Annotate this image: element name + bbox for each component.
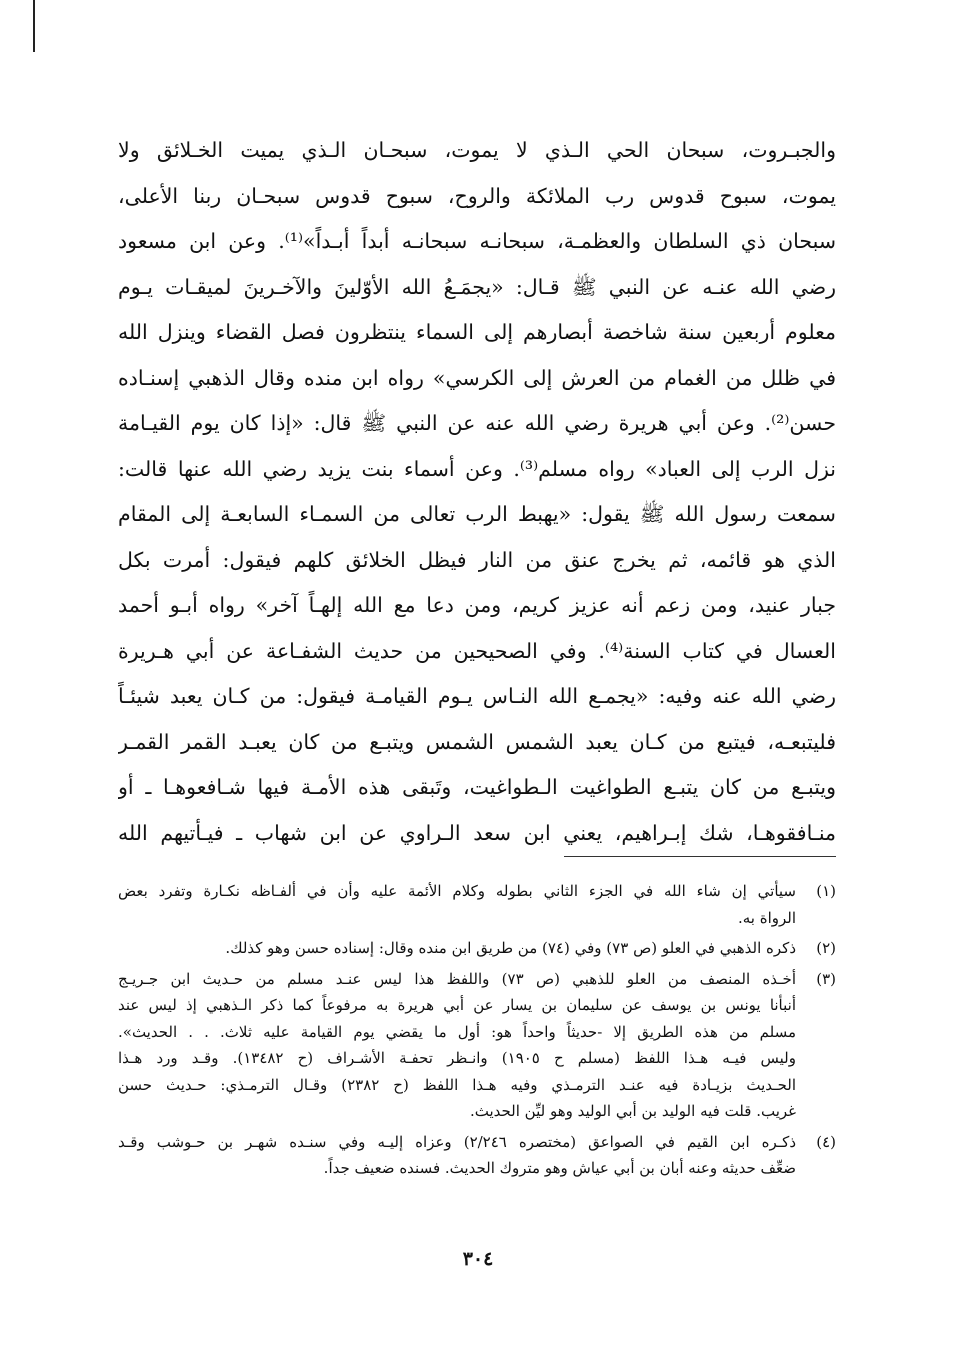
footnote-line: أنبأنا يونس بن يوسف عن سليمان بن يسار عن أبي هريرة به مرفوعاً كما ذكر الـذهبي إذ ليس عند bbox=[118, 996, 796, 1014]
footnote-4 bbox=[118, 1129, 836, 1182]
footnote-number: (٤) bbox=[816, 1132, 836, 1151]
page-number: ٣٠٤ bbox=[462, 1248, 494, 1270]
text-line: فليتبعـه، فيتبع من كـان يعبد الشمس الشمس ويتبـع من كان يعبـد القمر القمـر bbox=[118, 729, 836, 754]
footnote-number: (٢) bbox=[816, 939, 836, 957]
text-line: والجبـروت، سبحان الحي الـذي لا يموت، سبحـان الـذي يميت الخـلائق ولا bbox=[118, 138, 836, 162]
text-line: جبار عنيد، ومن زعم أنه عزيز كريم، ومن دعا مع الله إلهـاً آخر» رواه أبـو أحمد bbox=[118, 593, 836, 617]
text-line: ويتبـع من كان يتبـع الطواغيت الـطواغيت، وتَبقى هذه الأمـة فيها شـافعوهـا ـ أو bbox=[118, 775, 836, 799]
text-line: رضي الله عنـه عن النبي ﷺ قـال: «يجمَـعُ الله الأوّلينَ والآخـرينَ لميقـات يـوم bbox=[118, 274, 836, 299]
text-line: حسن⁽²⁾. وعن أبي هريرة رضي الله عنه عن النبي ﷺ قال: «إذا كان يوم القيـامة bbox=[118, 411, 836, 435]
footnote-line: الحـديث بزيـادة فيه عنـد الترمـذي وفيه هـذا اللفظ (ح ٢٣٨٢) وقـال الترمـذي: حـديث حسن bbox=[118, 1075, 796, 1094]
footnote-line: مسلم من هذه الطريق إلا -حديثاً واحداً هو: أول ما يقضي يوم القيامة عليه ثلاث. . . الحديث». bbox=[118, 1022, 796, 1041]
footnote-number: (٣) bbox=[816, 969, 836, 988]
text-line: سمعت رسول الله ﷺ يقول: «يهبط الرب تعالى من السمـاء السابعـة إلى المقام bbox=[118, 502, 836, 526]
footnote-line: أخـذه المنصف من العلو للذهبي (ص ٧٣) واللفظ هذا ليس عنـد مسلم من حـديث ابن جـريـج bbox=[118, 969, 796, 988]
footnote-3 bbox=[118, 966, 836, 1125]
footnote-line: الرواة به. bbox=[737, 908, 796, 927]
text-line: الذي هو قائمه، ثم يخرج عنق من النار فيظل الخلائق كلهم فيقول: أمرت بكل bbox=[118, 547, 836, 572]
text-line: يموت، سبوح قدوس رب الملائكة والروح، سبوح قدوس سبحـان ربنا الأعلى، bbox=[118, 183, 836, 208]
text-line: نزل الرب إلى العباد» رواه مسلم⁽³⁾. وعن أسماء بنت يزيد رضي الله عنها قالت: bbox=[118, 456, 836, 481]
footnote-line: غريب. قلت فيه الوليد بن أبي الوليد وهو ليِّن الحديث. bbox=[469, 1102, 796, 1120]
footnote-divider bbox=[564, 856, 836, 857]
footnote-line: سيأتي إن شاء الله في الجزء الثاني بطوله وكلام الأئمة عليه وأن في ألفـاظه نكـارة وتفرد بعض bbox=[118, 882, 796, 900]
footnote-line: وليس فيـه هـذا اللفظ (مسلم ح ١٩٠٥) وانـظر تحفـة الأشـراف (ح ١٣٤٨٢). وقـد ورد هـذا bbox=[118, 1049, 796, 1067]
text-line: في ظلل من الغمام من العرش إلى الكرسي» رواه ابن منده وقال الذهبي إسنـاده bbox=[118, 365, 836, 390]
footnote-2 bbox=[118, 935, 836, 962]
footnote-line: ضعِّف حديثه وعنه أبان بن أبي عياش وهو متروك الحديث. فسنده ضعيف جداً. bbox=[323, 1159, 796, 1177]
main-text-block bbox=[118, 128, 836, 856]
footnote-number: (١) bbox=[816, 882, 836, 900]
footnotes-section bbox=[118, 878, 836, 1186]
footnote-line: ذكـره ابن القيم في الصواعق (مختصره ٢/٢٤٦) وعزاه إليـه وفي سنـده شهـر بن حـوشب وقـد bbox=[118, 1132, 796, 1151]
footnote-1 bbox=[118, 878, 836, 931]
text-line: العسال في كتاب السنة⁽⁴⁾. وفي الصحيحين من حديث الشفـاعة عن أبي هـريرة bbox=[118, 638, 836, 663]
text-line: منـافقوهـا، شك إبـراهيم، يعني ابن سعد الـراوي عن ابن شهاب ـ فيـأتيهم الله bbox=[118, 820, 836, 845]
page-edge-line bbox=[33, 0, 35, 52]
footnote-line: ذكره الذهبي في العلو (ص ٧٣) وفي (٧٤) من طريق ابن منده وقال: إسناده حسن وهو كذلك. bbox=[225, 939, 796, 957]
text-line: سبحان ذي السلطان والعظمـة، سبحانـه سبحانـه أبداً أبـداً»⁽¹⁾. وعن ابن مسعود bbox=[118, 229, 836, 253]
text-line: رضي الله عنه وفيه: «يجمـع الله النـاس يـوم القيامـة فيقول: من كـان يعبد شيئـاً bbox=[118, 684, 836, 708]
text-line: معلوم أربعين سنة شاخصة أبصارهم إلى السماء ينتظرون فصل القضاء وينزل الله bbox=[118, 320, 836, 344]
